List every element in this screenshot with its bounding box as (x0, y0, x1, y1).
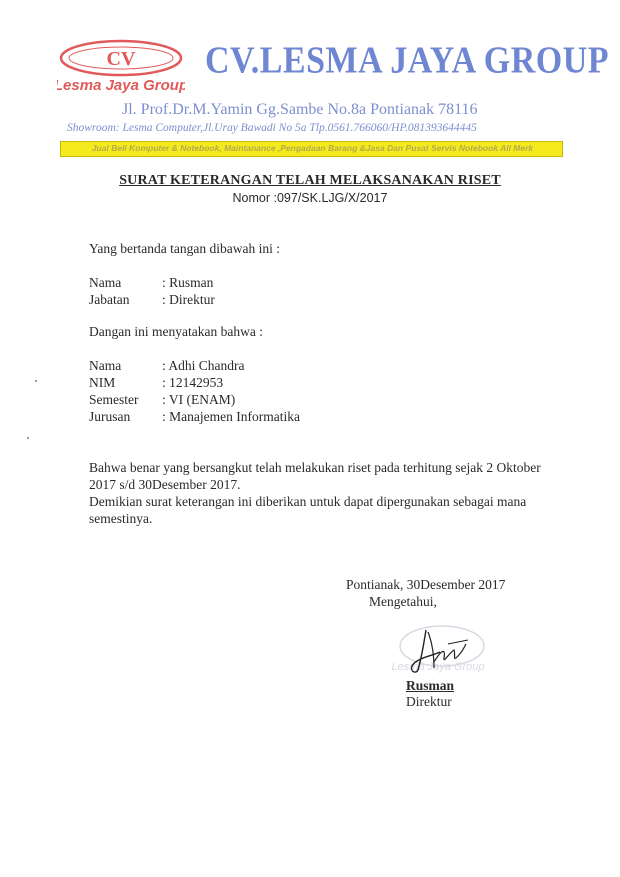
tagline-text: Jual Beli Komputer & Notebook, Maintanance ,Pengadaan Barang &Jasa Dan Pusat Servis Notebook All Merk (91, 143, 534, 153)
student-semester-label: Semester (89, 392, 139, 407)
statement-intro: Dangan ini menyatakan bahwa : (89, 324, 263, 339)
signatory-name-value: : Rusman (162, 275, 214, 290)
scan-speck (35, 380, 37, 382)
signer-title: Direktur (406, 694, 452, 709)
tagline-bar (60, 141, 563, 157)
signature (404, 622, 474, 678)
svg-text:Lesma Jaya Group: Lesma Jaya Group (392, 661, 485, 673)
signatory-intro: Yang bertanda tangan dibawah ini : (89, 241, 280, 256)
student-semester-value: : VI (ENAM) (162, 392, 236, 407)
body-paragraph-research: Bahwa benar yang bersangkut telah melakukan riset pada terhitung sejak 2 Oktober 2017 s/d 30Desember 2017. (89, 460, 541, 492)
student-nim-label: NIM (89, 375, 116, 390)
student-name-value: : Adhi Chandra (162, 358, 245, 373)
company-address: Jl. Prof.Dr.M.Yamin Gg.Sambe No.8a Pontianak 78116 (122, 101, 478, 118)
signatory-title-label: Jabatan (89, 292, 130, 307)
signatory-title-value: : Direktur (162, 292, 215, 307)
acknowledged-label: Mengetahui, (369, 594, 437, 609)
student-major-value: : Manajemen Informatika (162, 409, 300, 424)
student-major-label: Jurusan (89, 409, 131, 424)
signatory-name-label: Nama (89, 275, 122, 290)
company-logo (57, 34, 185, 96)
document-title: SURAT KETERANGAN TELAH MELAKSANAKAN RISET (119, 173, 501, 188)
scan-speck (27, 437, 29, 439)
student-nim-value: : 12142953 (162, 375, 224, 390)
document-number: Nomor :097/SK.LJG/X/2017 (232, 191, 388, 205)
company-name: CV.LESMA JAYA GROUP (205, 40, 610, 82)
logo-initials: CV (106, 48, 136, 70)
body-paragraph-closing: Demikian surat keterangan ini diberikan untuk dapat dipergunakan sebagai mana semestinya. (89, 494, 527, 526)
student-name-label: Nama (89, 358, 122, 373)
showroom-info: Showroom: Lesma Computer,Jl.Uray Bawadi No 5a Tlp.0561.766060/HP.081393644445 (67, 122, 477, 134)
place-date: Pontianak, 30Desember 2017 (346, 577, 506, 592)
logo-text: Lesma Jaya Group (57, 77, 185, 94)
signer-name: Rusman (406, 678, 455, 693)
